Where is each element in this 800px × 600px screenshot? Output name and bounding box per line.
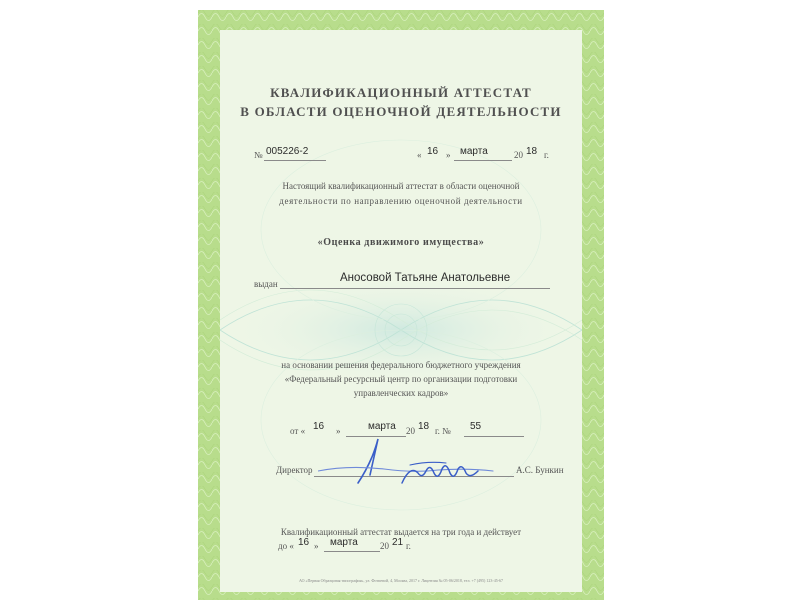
director-label: Директор bbox=[276, 465, 313, 475]
decision-number: 55 bbox=[470, 421, 482, 432]
issued-label: выдан bbox=[254, 279, 278, 289]
valid-day: 16 bbox=[298, 537, 310, 548]
valid-close-quote: » bbox=[314, 541, 319, 551]
direction-title: «Оценка движимого имущества» bbox=[317, 237, 485, 248]
issue-year-prefix: 20 bbox=[514, 150, 523, 160]
title-line-2: В ОБЛАСТИ ОЦЕНОЧНОЙ ДЕЯТЕЛЬНОСТИ bbox=[240, 104, 562, 119]
printer-imprint: АО «Первая Образцовая типография», ул. Фотиевой, 4, Москва, 2017 г. Лицензия № 05-06/2018, тел. +7 (495) 123-45-67 bbox=[298, 578, 504, 583]
title-line-1: КВАЛИФИКАЦИОННЫЙ АТТЕСТАТ bbox=[270, 85, 532, 100]
issue-day: 16 bbox=[427, 146, 439, 157]
date-close-quote: » bbox=[446, 150, 451, 160]
month-underline bbox=[454, 160, 512, 161]
decision-g-number: г. № bbox=[435, 426, 451, 436]
issue-year-suffix: 18 bbox=[526, 146, 538, 157]
number-prefix: № bbox=[254, 150, 263, 160]
decision-from: от « bbox=[290, 426, 306, 436]
decision-month: марта bbox=[368, 421, 396, 432]
certificate bbox=[198, 10, 604, 600]
valid-month: марта bbox=[330, 537, 358, 548]
decision-year-prefix: 20 bbox=[406, 426, 415, 436]
basis-line-2: «Федеральный ресурсный центр по организации подготовки bbox=[284, 374, 518, 384]
number-underline bbox=[264, 160, 326, 161]
holder-name: Аносовой Татьяне Анатольевне bbox=[340, 272, 511, 284]
decision-close-quote: » bbox=[336, 426, 341, 436]
certificate-body bbox=[220, 30, 582, 592]
valid-year-prefix: 20 bbox=[380, 541, 389, 551]
basis-line-3: управленческих кадров» bbox=[353, 388, 449, 398]
director-name: А.С. Бункин bbox=[516, 465, 564, 475]
date-open-quote: « bbox=[417, 150, 422, 160]
basis-line-1: на основании решения федерального бюджетного учреждения bbox=[281, 360, 521, 370]
validity-line: Квалификационный аттестат выдается на три года и действует bbox=[280, 527, 522, 537]
decision-year-suffix: 18 bbox=[418, 421, 430, 432]
intro-line-1: Настоящий квалификационный аттестат в области оценочной bbox=[282, 181, 520, 191]
decision-day: 16 bbox=[313, 421, 325, 432]
certificate-number: 005226-2 bbox=[266, 146, 309, 157]
holder-underline bbox=[280, 288, 550, 289]
intro-line-2: деятельности по направлению оценочной деятельности bbox=[279, 196, 523, 206]
valid-to-prefix: до « bbox=[278, 541, 294, 551]
issue-year-g: г. bbox=[544, 150, 549, 160]
valid-year-g: г. bbox=[406, 541, 411, 551]
issue-month: марта bbox=[460, 146, 488, 157]
valid-month-underline bbox=[324, 551, 380, 552]
director-signature bbox=[318, 435, 508, 485]
valid-year-suffix: 21 bbox=[392, 537, 404, 548]
